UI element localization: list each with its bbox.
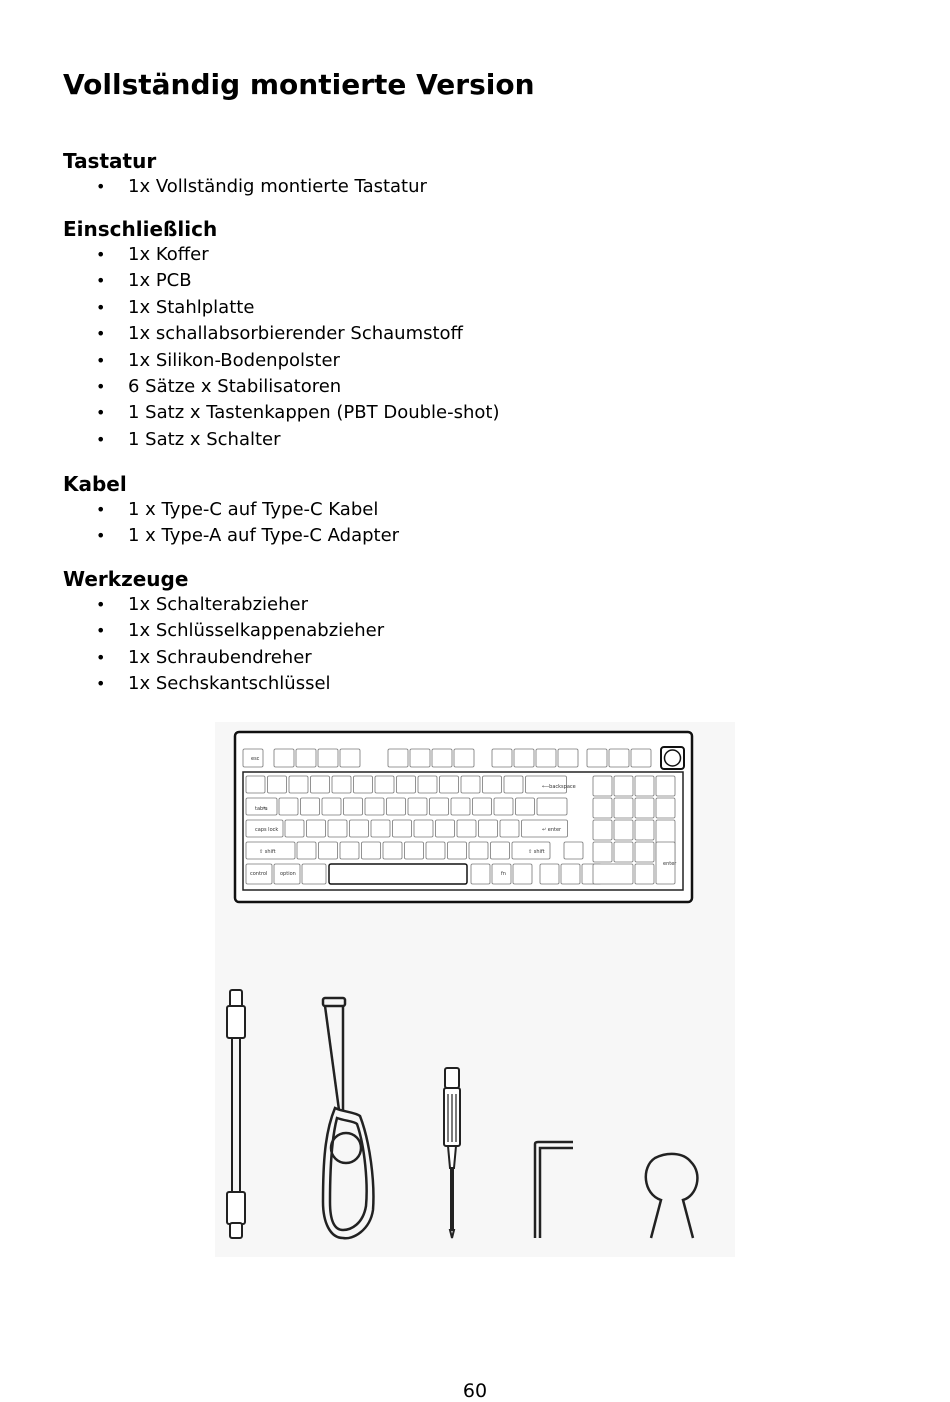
keycap bbox=[279, 798, 298, 815]
page-number: 60 bbox=[462, 1380, 488, 1402]
keycap bbox=[340, 842, 359, 859]
keycap bbox=[387, 798, 406, 815]
keycap bbox=[430, 798, 449, 815]
keycap bbox=[344, 798, 363, 815]
keycap bbox=[362, 842, 381, 859]
keycap bbox=[274, 749, 294, 767]
section-heading: Kabel bbox=[63, 472, 127, 496]
section-heading: Tastatur bbox=[63, 149, 157, 173]
keycap bbox=[340, 749, 360, 767]
keycap bbox=[375, 776, 394, 793]
keycap bbox=[561, 864, 580, 884]
keycap bbox=[593, 820, 612, 840]
keycap bbox=[457, 820, 476, 837]
key-label-left-shift: ⇧ shift bbox=[259, 849, 276, 855]
item-list bbox=[63, 174, 427, 200]
key-label-control: control bbox=[250, 871, 268, 877]
item-list bbox=[63, 242, 500, 453]
keycap bbox=[479, 820, 498, 837]
keycap bbox=[558, 749, 578, 767]
keycap bbox=[461, 776, 480, 793]
keycap bbox=[516, 798, 535, 815]
keycap bbox=[609, 749, 629, 767]
keycap bbox=[296, 749, 316, 767]
list-item: • 1 Satz x Tastenkappen (PBT Double-shot) bbox=[63, 400, 500, 426]
list-item: • 1 x Type-C auf Type-C Kabel bbox=[63, 497, 399, 523]
key-label-numpad-enter: enter bbox=[663, 861, 677, 867]
keycap bbox=[332, 776, 351, 793]
keycap bbox=[307, 820, 326, 837]
list-item: • 1x Schraubendreher bbox=[63, 645, 384, 671]
key-label-fn: fn bbox=[501, 871, 506, 877]
list-item: • 1 x Type-A auf Type-C Adapter bbox=[63, 523, 399, 549]
keycap bbox=[614, 798, 633, 818]
keycap bbox=[614, 820, 633, 840]
keycap bbox=[494, 798, 513, 815]
keycap bbox=[635, 776, 654, 796]
keycap bbox=[440, 776, 459, 793]
keycap bbox=[371, 820, 390, 837]
keycap bbox=[469, 842, 488, 859]
keycap bbox=[635, 864, 654, 884]
key-label-caps: caps lock bbox=[255, 827, 279, 833]
item-list bbox=[63, 497, 399, 550]
keycap bbox=[513, 864, 532, 884]
keycap bbox=[587, 749, 607, 767]
key-label-backspace: ⟵backspace bbox=[542, 784, 576, 790]
keycap bbox=[454, 749, 474, 767]
key-label-tab: tab↹ bbox=[255, 806, 268, 812]
list-item: • 1x PCB bbox=[63, 268, 500, 294]
keycap bbox=[436, 820, 455, 837]
keycap bbox=[289, 776, 308, 793]
keycap bbox=[536, 749, 556, 767]
keycap bbox=[593, 798, 612, 818]
list-item: • 1x Schalterabzieher bbox=[63, 592, 384, 618]
keycap bbox=[354, 776, 373, 793]
keycap bbox=[414, 820, 433, 837]
keycap bbox=[614, 776, 633, 796]
keycap bbox=[451, 798, 470, 815]
keycap bbox=[318, 749, 338, 767]
section-tastatur bbox=[63, 148, 427, 200]
keycap bbox=[319, 842, 338, 859]
keycap bbox=[410, 749, 430, 767]
keycap bbox=[471, 864, 490, 884]
page-title: Vollständig montierte Version bbox=[63, 68, 535, 101]
keycap bbox=[397, 776, 416, 793]
keycap bbox=[388, 749, 408, 767]
keycap bbox=[246, 776, 265, 793]
keycap bbox=[631, 749, 651, 767]
key-label-enter: ↵ enter bbox=[542, 827, 562, 833]
key-label-esc: esc bbox=[251, 756, 260, 762]
keycap bbox=[473, 798, 492, 815]
keycap bbox=[408, 798, 427, 815]
list-item: • 1x Silikon-Bodenpolster bbox=[63, 348, 500, 374]
section-kabel bbox=[63, 471, 399, 550]
keycap bbox=[350, 820, 369, 837]
list-item: • 6 Sätze x Stabilisatoren bbox=[63, 374, 500, 400]
keycap bbox=[540, 864, 559, 884]
keycap bbox=[426, 842, 445, 859]
section-einschliesslich bbox=[63, 216, 500, 453]
section-heading: Einschließlich bbox=[63, 217, 218, 241]
keycap bbox=[365, 798, 384, 815]
keyboard-drawing bbox=[235, 732, 692, 902]
section-heading: Werkzeuge bbox=[63, 567, 189, 591]
keycap bbox=[504, 776, 523, 793]
keycap bbox=[614, 842, 633, 862]
keycap bbox=[268, 776, 287, 793]
keycap bbox=[311, 776, 330, 793]
list-item: • 1x Schlüsselkappenabzieher bbox=[63, 618, 384, 644]
keycap bbox=[492, 749, 512, 767]
keycap bbox=[322, 798, 341, 815]
list-item: • 1x Vollständig montierte Tastatur bbox=[63, 174, 427, 200]
list-item: • 1 Satz x Schalter bbox=[63, 427, 500, 453]
keycap bbox=[500, 820, 519, 837]
keycap bbox=[656, 798, 675, 818]
keycap bbox=[593, 842, 612, 862]
list-item: • 1x schallabsorbierender Schaumstoff bbox=[63, 321, 500, 347]
keycap bbox=[635, 798, 654, 818]
keycap bbox=[656, 776, 675, 796]
keycap bbox=[328, 820, 347, 837]
keycap bbox=[393, 820, 412, 837]
keycap bbox=[564, 842, 583, 859]
keycap bbox=[302, 864, 326, 884]
section-werkzeuge bbox=[63, 566, 384, 698]
keycap bbox=[285, 820, 304, 837]
list-item: • 1x Stahlplatte bbox=[63, 295, 500, 321]
keycap bbox=[301, 798, 320, 815]
keycap bbox=[635, 842, 654, 862]
keycap bbox=[448, 842, 467, 859]
key-label-right-shift: ⇧ shift bbox=[528, 849, 545, 855]
package-contents-illustration bbox=[215, 722, 735, 1257]
keycap bbox=[537, 798, 567, 815]
list-item: • 1x Koffer bbox=[63, 242, 500, 268]
keycap bbox=[297, 842, 316, 859]
key-label-option: option bbox=[280, 871, 296, 877]
keycap bbox=[432, 749, 452, 767]
keycap bbox=[593, 776, 612, 796]
keycap bbox=[418, 776, 437, 793]
keycap bbox=[635, 820, 654, 840]
item-list bbox=[63, 592, 384, 698]
keycap bbox=[491, 842, 510, 859]
keycap bbox=[405, 842, 424, 859]
keycap bbox=[383, 842, 402, 859]
list-item: • 1x Sechskantschlüssel bbox=[63, 671, 384, 697]
keycap bbox=[483, 776, 502, 793]
keycap bbox=[593, 864, 633, 884]
keycap bbox=[514, 749, 534, 767]
